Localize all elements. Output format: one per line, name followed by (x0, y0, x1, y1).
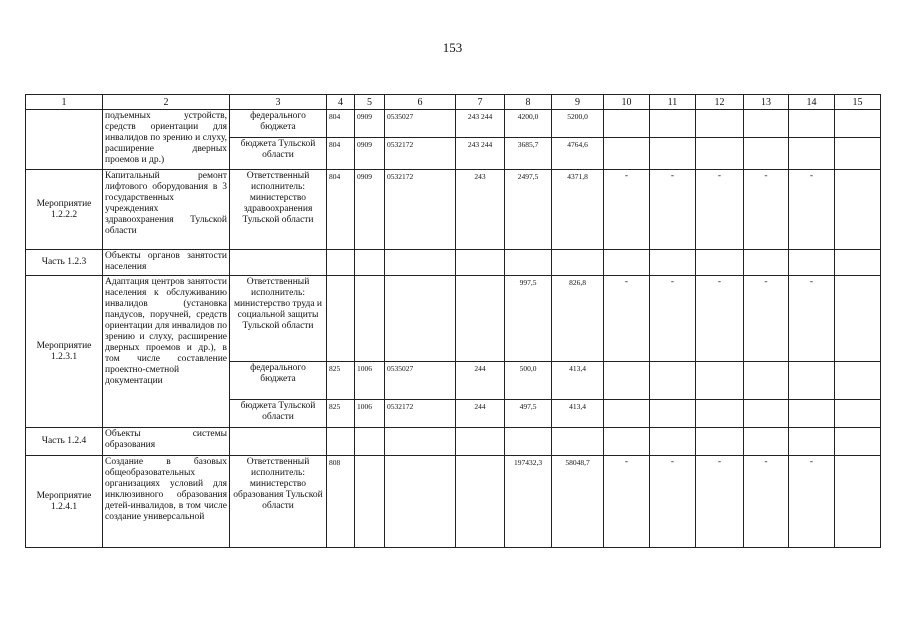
code-target: 0532172 (385, 400, 456, 428)
cell-empty (789, 362, 835, 400)
cell-empty (650, 400, 696, 428)
cell-empty (835, 138, 881, 170)
cell-empty (355, 428, 385, 456)
table-row (26, 250, 881, 276)
header-row (26, 95, 881, 110)
part-description: Объекты системы образования (103, 428, 230, 456)
cell-empty (355, 456, 385, 548)
code-expense: 244 (456, 362, 505, 400)
code-expense: 243 244 (456, 138, 505, 170)
value-col9: 5200,0 (552, 110, 604, 138)
cell-empty (355, 276, 385, 362)
cell-empty (696, 110, 744, 138)
cell-empty (385, 250, 456, 276)
code-grbs: 825 (327, 362, 355, 400)
measure-id: Мероприятие 1.2.4.1 (26, 456, 103, 548)
cell-empty (650, 138, 696, 170)
code-section: 0909 (355, 110, 385, 138)
cell-empty (552, 250, 604, 276)
cell-empty (744, 110, 789, 138)
budget-table (25, 94, 881, 548)
value-col14: - (789, 276, 835, 362)
value-col13: - (744, 276, 789, 362)
header-cell: 3 (230, 95, 327, 110)
measure-description: Адаптация центров занятости населения к обслуживанию инвалидов (установка пандусов, поручней, средств ориентации для инвалидов по зрению и слуху, расширение дверных проемов и др.), в том числе составление проектно-сметной документации (103, 276, 230, 428)
cell-empty (327, 276, 355, 362)
code-section: 0909 (355, 138, 385, 170)
header-cell: 13 (744, 95, 789, 110)
funding-source: федерального бюджета (230, 362, 327, 400)
responsible-executor: Ответственный исполнитель: министерство здравоохранения Тульской области (230, 170, 327, 250)
code-section: 1006 (355, 400, 385, 428)
header-cell: 6 (385, 95, 456, 110)
header-cell: 1 (26, 95, 103, 110)
cell-empty (789, 250, 835, 276)
header-cell: 14 (789, 95, 835, 110)
value-col9: 413,4 (552, 362, 604, 400)
table-row (26, 456, 881, 548)
value-col14: - (789, 170, 835, 250)
value-col10: - (604, 276, 650, 362)
funding-source: федерального бюджета (230, 110, 327, 138)
code-grbs: 808 (327, 456, 355, 548)
header-cell: 7 (456, 95, 505, 110)
cell-empty (650, 362, 696, 400)
header-cell: 9 (552, 95, 604, 110)
cell-empty (604, 362, 650, 400)
table-row (26, 110, 881, 138)
cell-empty (505, 428, 552, 456)
header-cell: 10 (604, 95, 650, 110)
value-col10: - (604, 170, 650, 250)
cell-empty (505, 250, 552, 276)
header-cell: 15 (835, 95, 881, 110)
page-number: 153 (442, 40, 463, 55)
cell-empty (456, 250, 505, 276)
code-expense: 244 (456, 400, 505, 428)
header-cell: 4 (327, 95, 355, 110)
cell-empty (604, 110, 650, 138)
code-section: 1006 (355, 362, 385, 400)
code-grbs: 825 (327, 400, 355, 428)
part-id: Часть 1.2.3 (26, 250, 103, 276)
funding-source: бюджета Тульской области (230, 138, 327, 170)
cell-empty (835, 400, 881, 428)
cell-empty (385, 276, 456, 362)
cell-empty (650, 428, 696, 456)
cell-empty (327, 428, 355, 456)
value-col8: 497,5 (505, 400, 552, 428)
cell-empty (789, 400, 835, 428)
cell-empty (696, 138, 744, 170)
cell-empty (744, 138, 789, 170)
value-col8: 500,0 (505, 362, 552, 400)
cell-empty (835, 428, 881, 456)
cell-empty (835, 456, 881, 548)
cell-empty (835, 362, 881, 400)
cell-empty (789, 110, 835, 138)
header-cell: 8 (505, 95, 552, 110)
value-col8: 3685,7 (505, 138, 552, 170)
cell-empty (650, 250, 696, 276)
table-row (26, 170, 881, 250)
header-cell: 11 (650, 95, 696, 110)
value-col10: - (604, 456, 650, 548)
cell-empty (230, 428, 327, 456)
value-col8: 197432,3 (505, 456, 552, 548)
cell-empty (696, 362, 744, 400)
cell-empty (327, 250, 355, 276)
cell-empty (604, 250, 650, 276)
code-expense: 243 (456, 170, 505, 250)
value-col12: - (696, 276, 744, 362)
cell-empty (650, 110, 696, 138)
value-col11: - (650, 170, 696, 250)
cell-empty (552, 428, 604, 456)
code-target: 0532172 (385, 138, 456, 170)
value-col12: - (696, 170, 744, 250)
responsible-executor: Ответственный исполнитель: министерство образования Тульской области (230, 456, 327, 548)
cell-empty (744, 362, 789, 400)
value-col13: - (744, 456, 789, 548)
code-target: 0535027 (385, 110, 456, 138)
cell-empty (789, 428, 835, 456)
value-col8: 997,5 (505, 276, 552, 362)
value-col12: - (696, 456, 744, 548)
value-col11: - (650, 276, 696, 362)
cell-empty (355, 250, 385, 276)
measure-description: подъемных устройств, средств ориентации для инвалидов по зрению и слуху, расширение дверных проемов и др.) (103, 110, 230, 170)
cell-empty (456, 456, 505, 548)
cell-empty (835, 276, 881, 362)
table-row (26, 276, 881, 362)
value-col8: 2497,5 (505, 170, 552, 250)
cell-empty (230, 250, 327, 276)
code-section: 0909 (355, 170, 385, 250)
value-col14: - (789, 456, 835, 548)
cell-empty (696, 250, 744, 276)
cell-empty (26, 110, 103, 170)
cell-empty (696, 400, 744, 428)
code-grbs: 804 (327, 170, 355, 250)
value-col9: 58048,7 (552, 456, 604, 548)
cell-empty (744, 428, 789, 456)
value-col9: 4764,6 (552, 138, 604, 170)
value-col9: 4371,8 (552, 170, 604, 250)
cell-empty (385, 456, 456, 548)
cell-empty (604, 428, 650, 456)
header-cell: 5 (355, 95, 385, 110)
cell-empty (789, 138, 835, 170)
cell-empty (744, 250, 789, 276)
header-cell: 12 (696, 95, 744, 110)
value-col13: - (744, 170, 789, 250)
cell-empty (696, 428, 744, 456)
value-col9: 826,8 (552, 276, 604, 362)
code-target: 0532172 (385, 170, 456, 250)
cell-empty (385, 428, 456, 456)
cell-empty (604, 400, 650, 428)
measure-id: Мероприятие 1.2.3.1 (26, 276, 103, 428)
cell-empty (835, 170, 881, 250)
cell-empty (835, 250, 881, 276)
value-col9: 413,4 (552, 400, 604, 428)
cell-empty (456, 428, 505, 456)
value-col11: - (650, 456, 696, 548)
part-id: Часть 1.2.4 (26, 428, 103, 456)
cell-empty (835, 110, 881, 138)
part-description: Объекты органов занятости населения (103, 250, 230, 276)
value-col8: 4200,0 (505, 110, 552, 138)
code-grbs: 804 (327, 110, 355, 138)
code-expense: 243 244 (456, 110, 505, 138)
cell-empty (456, 276, 505, 362)
code-target: 0535027 (385, 362, 456, 400)
cell-empty (604, 138, 650, 170)
header-cell: 2 (103, 95, 230, 110)
measure-description: Капитальный ремонт лифтового оборудования в 3 государственных учреждениях здравоохранения Тульской области (103, 170, 230, 250)
funding-source: бюджета Тульской области (230, 400, 327, 428)
table-row (26, 428, 881, 456)
code-grbs: 804 (327, 138, 355, 170)
responsible-executor: Ответственный исполнитель: министерство труда и социальной защиты Тульской области (230, 276, 327, 362)
cell-empty (744, 400, 789, 428)
measure-description: Создание в базовых общеобразовательных организациях условий для инклюзивного образования детей-инвалидов, в том числе создание универсальной (103, 456, 230, 548)
measure-id: Мероприятие 1.2.2.2 (26, 170, 103, 250)
